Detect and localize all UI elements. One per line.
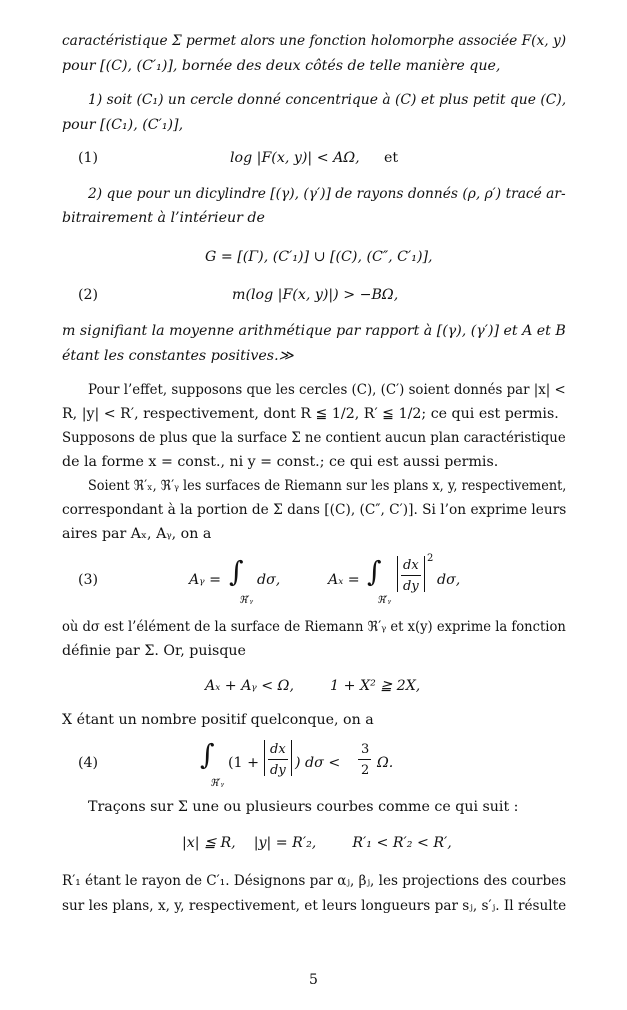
integral-subscript: ℜ′ᵧ xyxy=(239,595,254,606)
fraction-numerator: 3 xyxy=(361,742,370,757)
text-line: 2) que pour un dicylindre [(γ), (γ′)] de rayons donnés (ρ, ρ′) tracé ar- xyxy=(88,186,566,202)
equation-number: (4) xyxy=(78,755,99,771)
text-line: Traçons sur Σ une ou plusieurs courbes comme ce qui suit : xyxy=(88,799,519,815)
equation-2: m(log |F(x, y)|) > −BΩ, xyxy=(232,287,399,303)
fraction-bar xyxy=(358,759,371,760)
text-line: où dσ est l’élément de la surface de Riemann ℜ′ᵧ et x(y) exprime la fonction xyxy=(62,619,566,635)
abs-bar-left xyxy=(264,740,265,776)
text-line: bitrairement à l’intérieur de xyxy=(62,210,265,226)
text-line: étant les constantes positives.≫ xyxy=(62,348,294,364)
abs-bar-right xyxy=(424,556,425,592)
text-line: Soient ℜ′ₓ, ℜ′ᵧ les surfaces de Riemann sur les plans x, y, respectivement, xyxy=(88,478,567,494)
abs-bar-right xyxy=(291,740,292,776)
equation-tail: et xyxy=(384,150,399,166)
equation-3b-lhs: Aₓ = xyxy=(328,572,360,588)
equation-g: G = [(Γ), (C′₁)] ∪ [(C), (C″, C′₁)], xyxy=(205,249,433,265)
fraction-denominator: dy xyxy=(270,763,286,778)
fraction-denominator: 2 xyxy=(361,763,370,778)
fraction-bar xyxy=(268,759,288,760)
equation-3b-rhs: dσ, xyxy=(437,572,461,588)
text-line: caractéristique Σ permet alors une fonction holomorphe associée F(x, y) xyxy=(62,33,567,49)
text-line: Pour l’effet, supposons que les cercles (C), (C′) soient donnés par |x| < xyxy=(88,382,566,398)
equation-1: log |F(x, y)| < AΩ, xyxy=(230,150,360,166)
integral-subscript: ℜ′ᵧ xyxy=(210,778,225,789)
equation-3-lhs: Aᵧ = xyxy=(189,572,221,588)
text-line: de la forme x = const., ni y = const.; ce qui est aussi permis. xyxy=(62,454,499,470)
fraction-numerator: dx xyxy=(403,558,419,573)
abs-bar-left xyxy=(397,556,398,592)
integral-sign: ∫ xyxy=(367,555,382,588)
integral-subscript: ℜ′ᵧ xyxy=(377,595,392,606)
equation-4-tail: Ω. xyxy=(377,755,394,771)
text-line: X étant un nombre positif quelconque, on a xyxy=(62,712,374,728)
equation-3-rhs: dσ, xyxy=(257,572,281,588)
text-line: pour [(C₁), (C′₁)], xyxy=(62,117,184,133)
integral-sign: ∫ xyxy=(229,555,244,588)
text-line: m signifiant la moyenne arithmétique par rapport à [(γ), (γ′)] et A et B xyxy=(62,323,566,339)
inequality-line: Aₓ + Aᵧ < Ω, 1 + X² ≧ 2X, xyxy=(205,678,421,694)
text-line: sur les plans, x, y, respectivement, et leurs longueurs par sⱼ, s′ⱼ. Il résulte xyxy=(62,898,567,914)
page-number: 5 xyxy=(309,972,318,988)
exponent: 2 xyxy=(427,553,434,564)
text-line: aires par Aₓ, Aᵧ, on a xyxy=(62,526,212,542)
text-line: Supposons de plus que la surface Σ ne contient aucun plan caractéristique xyxy=(62,430,566,446)
fraction-numerator: dx xyxy=(270,742,286,757)
condition-line: |x| ≦ R, |y| = R′₂, R′₁ < R′₂ < R′, xyxy=(182,835,452,851)
text-line: R′₁ étant le rayon de C′₁. Désignons par αⱼ, βⱼ, les projections des courbes xyxy=(62,873,567,889)
text-line: pour [(C), (C′₁)], bornée des deux côtés de telle manière que, xyxy=(62,58,501,74)
text-line: 1) soit (C₁) un cercle donné concentrique à (C) et plus petit que (C), xyxy=(88,92,567,108)
text-line: R, |y| < R′, respectivement, dont R ≦ 1/2, R′ ≦ 1/2; ce qui est permis. xyxy=(62,406,559,422)
integral-sign: ∫ xyxy=(200,738,215,771)
equation-number: (2) xyxy=(78,287,99,303)
fraction-denominator: dy xyxy=(403,579,419,594)
text-line: correspondant à la portion de Σ dans [(C), (C″, C′)]. Si l’on exprime leurs xyxy=(62,502,567,518)
paren-close: ) dσ < xyxy=(295,755,341,771)
equation-number: (3) xyxy=(78,572,99,588)
paren-open: (1 + xyxy=(228,755,259,771)
text-line: définie par Σ. Or, puisque xyxy=(62,643,246,659)
equation-number: (1) xyxy=(78,150,99,166)
fraction-bar xyxy=(401,575,421,576)
